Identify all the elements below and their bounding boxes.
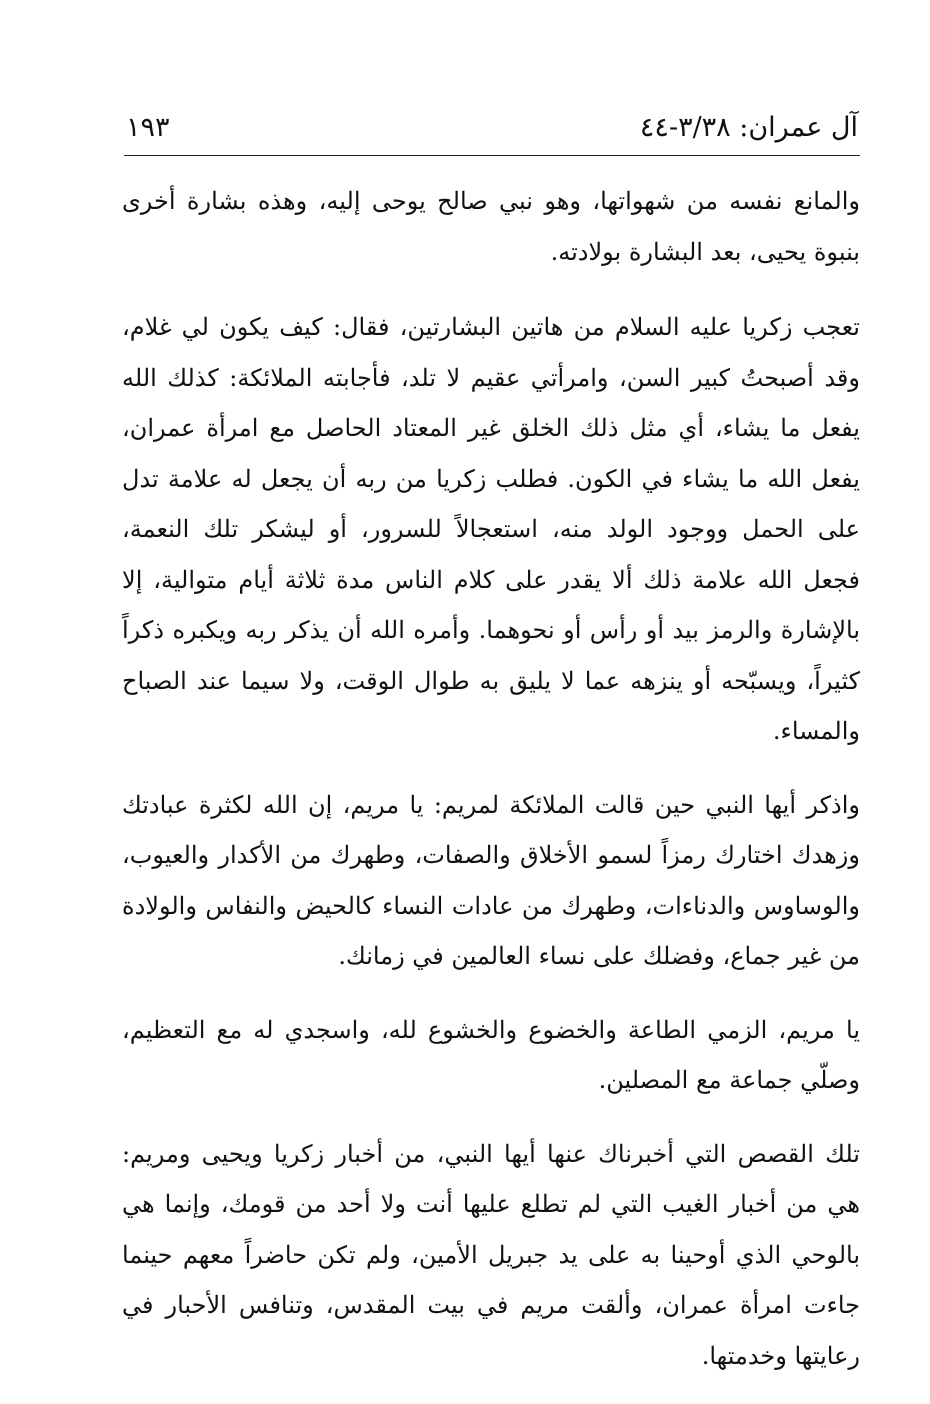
running-header	[122, 108, 860, 156]
paragraph-5: تلك القصص التي أخبرناك عنها أيها النبي، من أخبار زكريا ويحيى ومريم: هي من أخبار الغيب التي لم تطلع عليها أنت ولا أحد من قومك، وإنما هي بالوحي الذي أوحينا به على يد جبريل الأمين، ولم تكن حاضراً معهم حينما جاءت امرأة عمران، وألقت مريم في بيت المقدس، وتنافس الأحبار في رعايتها وخدمتها.	[122, 1139, 860, 1370]
paragraph-1: والمانع نفسه من شهواتها، وهو نبي صالح يوحى إليه، وهذه بشارة أخرى بنبوة يحيى، بعد البشارة بولادته.	[122, 187, 860, 266]
paragraph-3: واذكر أيها النبي حين قالت الملائكة لمريم: يا مريم، إن الله لكثرة عبادتك وزهدك اختارك رمزاً لسمو الأخلاق والصفات، وطهرك من الأكدار والعيوب، والوساوس والدناءات، وطهرك من عادات النساء كالحيض والنفاس والولادة من غير جماع، وفضلك على نساء العالمين في زمانك.	[122, 790, 860, 970]
page-number: ١٩٣	[126, 112, 170, 143]
header-rule	[124, 155, 860, 156]
body-text	[122, 176, 860, 1404]
paragraph-2: تعجب زكريا عليه السلام من هاتين البشارتين، فقال: كيف يكون لي غلام، وقد أصبحتُ كبير السن، وامرأتي عقيم لا تلد، فأجابته الملائكة: كذلك الله يفعل ما يشاء، أي مثل ذلك الخلق غير المعتاد الحاصل مع امرأة عمران، يفعل الله ما يشاء في الكون. فطلب زكريا من ربه أن يجعل له علامة تدل على الحمل ووجود الولد منه، استعجالاً للسرور، أو ليشكر تلك النعمة، فجعل الله علامة ذلك ألا يقدر على كلام الناس مدة ثلاثة أيام متوالية، إلا بالإشارة والرمز بيد أو رأس أو نحوهما. وأمره الله أن يذكر ربه ويكبره ذكراً كثيراً، ويسبّحه أو ينزهه عما لا يليق به طوال الوقت، ولا سيما عند الصباح والمساء.	[122, 313, 861, 745]
paragraph-4: يا مريم، الزمي الطاعة والخضوع والخشوع لله، واسجدي له مع التعظيم، وصلّي جماعة مع المصلين.	[122, 1015, 860, 1094]
chapter-reference: آل عمران: ٣/٣٨-٤٤	[639, 112, 858, 143]
